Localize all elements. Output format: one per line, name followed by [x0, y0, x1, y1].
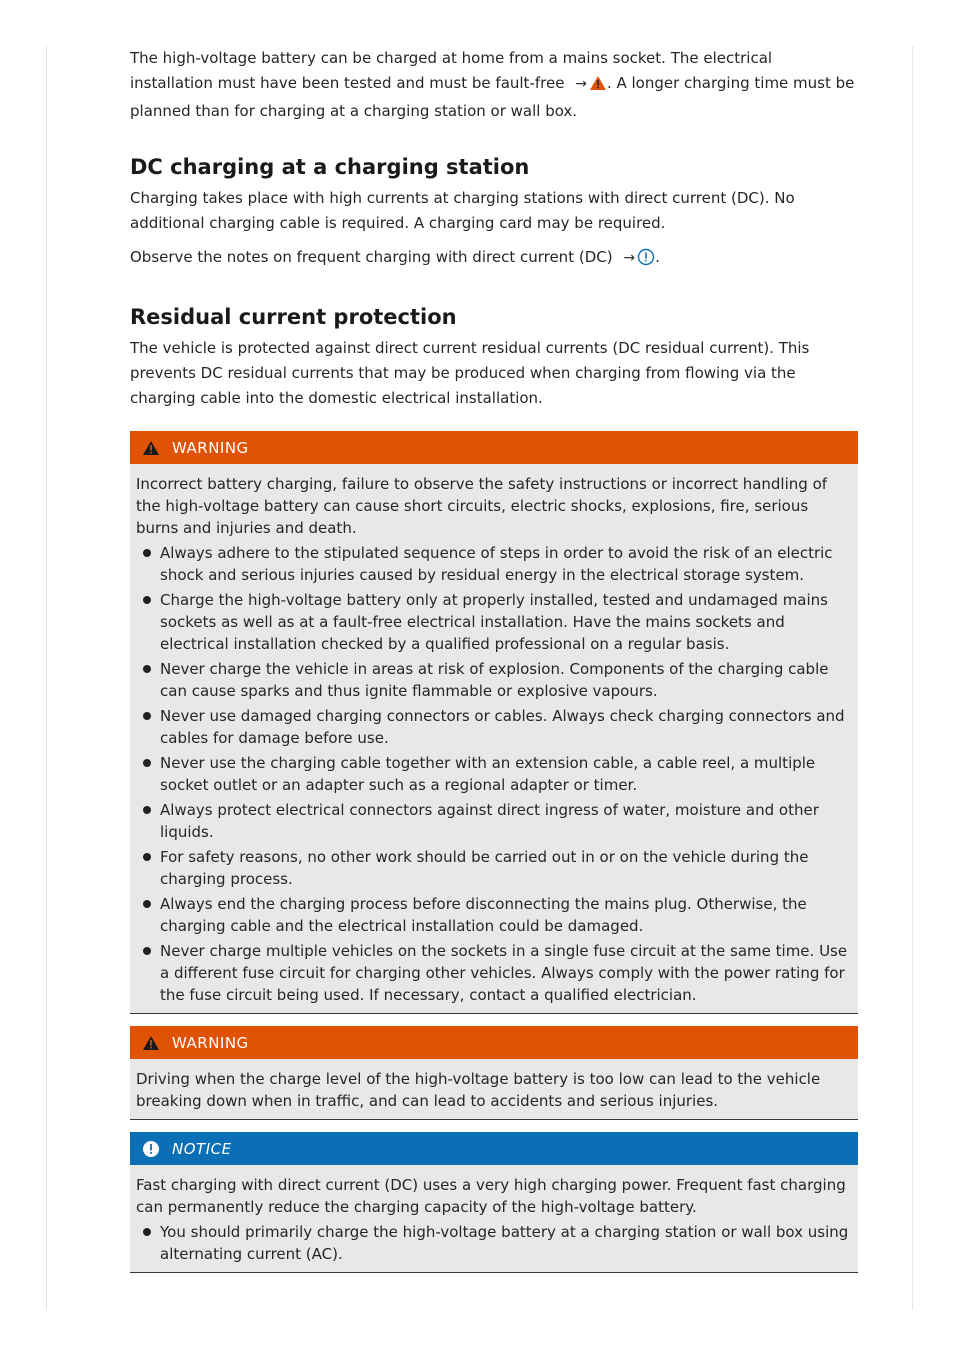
- dc-note-text: Observe the notes on frequent charging with direct current (DC): [130, 248, 613, 266]
- bullet-dot-icon: [143, 549, 151, 557]
- warning-list: [136, 542, 852, 1006]
- warning-header: [130, 1026, 858, 1059]
- list-item: Never use the charging cable together with an extension cable, a cable reel, a multiple socket outlet or an adapter such as a regional adapter or timer.: [136, 752, 852, 796]
- notice-intro: Fast charging with direct current (DC) uses a very high charging power. Frequent fast charging can permanently reduce the charging capacity of the high-voltage battery.: [136, 1176, 846, 1216]
- warning-intro: Incorrect battery charging, failure to observe the safety instructions or incorrect handling of the high-voltage battery can cause short circuits, electric shocks, explosions, fire, serious burns and injuries and death.: [136, 475, 828, 537]
- section-heading-dc-charging: DC charging at a charging station: [130, 155, 530, 179]
- exclamation-circle-icon: [142, 1140, 160, 1158]
- cross-reference-arrow[interactable]: →: [623, 250, 636, 266]
- residual-paragraph: The vehicle is protected against direct current residual currents (DC residual current). This prevents DC residual currents that may be produced when charging from flowing via the charging cable into the domestic electrical installation.: [130, 339, 810, 407]
- intro-paragraph: [130, 46, 858, 124]
- bullet-dot-icon: [143, 759, 151, 767]
- intro-text: The high-voltage battery can be charged at home from a mains socket. The electrical installation must have been tested and must be fault-free: [130, 49, 773, 92]
- bullet-dot-icon: [143, 712, 151, 720]
- list-item: You should primarily charge the high-voltage battery at a charging station or wall box using alternating current (AC).: [136, 1221, 852, 1265]
- bullet-dot-icon: [143, 900, 151, 908]
- list-item: For safety reasons, no other work should be carried out in or on the vehicle during the charging process.: [136, 846, 852, 890]
- notice-list: [136, 1221, 852, 1265]
- warning-triangle-icon: [142, 440, 160, 456]
- section-heading-residual-current: Residual current protection: [130, 305, 457, 329]
- list-item: Always end the charging process before disconnecting the mains plug. Otherwise, the charging cable and the electrical installation could be damaged.: [136, 893, 852, 937]
- intro-text-end: . A longer charging time must be planned than for charging at a charging station or wall box.: [130, 74, 855, 120]
- warning-label: WARNING: [172, 1033, 249, 1052]
- bullet-dot-icon: [143, 1228, 151, 1236]
- bullet-dot-icon: [143, 806, 151, 814]
- list-item: Always protect electrical connectors against direct ingress of water, moisture and other liquids.: [136, 799, 852, 843]
- list-item: Charge the high-voltage battery only at properly installed, tested and undamaged mains sockets as well as at a fault-free electrical installation. Have the mains sockets and electrical installation checked by a qualified professional on a regular basis.: [136, 589, 852, 655]
- bullet-dot-icon: [143, 853, 151, 861]
- notice-body: [130, 1165, 858, 1273]
- exclamation-circle-icon[interactable]: [637, 248, 655, 274]
- warning-box-charge-level: [130, 1026, 858, 1120]
- notice-box: [130, 1132, 858, 1273]
- list-item: Never use damaged charging connectors or cables. Always check charging connectors and cables for damage before use.: [136, 705, 852, 749]
- notice-label: NOTICE: [172, 1139, 232, 1158]
- dc-paragraph: Charging takes place with high currents at charging stations with direct current (DC). No additional charging cable is required. A charging card may be required.: [130, 189, 795, 232]
- warning-label: WARNING: [172, 438, 249, 457]
- warning-body: [130, 464, 858, 1014]
- bullet-dot-icon: [143, 665, 151, 673]
- bullet-dot-icon: [143, 947, 151, 955]
- page-content: [130, 46, 858, 1273]
- warning-triangle-icon: [142, 1035, 160, 1051]
- left-margin-rule: [46, 46, 47, 1310]
- warning-intro: Driving when the charge level of the high-voltage battery is too low can lead to the vehicle breaking down when in traffic, and can lead to accidents and serious injuries.: [136, 1070, 821, 1110]
- notice-header: [130, 1132, 858, 1165]
- warning-body: [130, 1059, 858, 1120]
- list-item: Always adhere to the stipulated sequence of steps in order to avoid the risk of an electric shock and serious injuries caused by residual energy in the electrical storage system.: [136, 542, 852, 586]
- list-item: Never charge multiple vehicles on the sockets in a single fuse circuit at the same time. Use a different fuse circuit for charging other vehicles. Always comply with the power rating for the fuse circuit being used. If necessary, contact a qualified electrician.: [136, 940, 852, 1006]
- warning-triangle-icon[interactable]: [589, 74, 607, 99]
- warning-box-charging: [130, 431, 858, 1014]
- cross-reference-arrow[interactable]: →: [575, 76, 587, 92]
- bullet-dot-icon: [143, 596, 151, 604]
- dc-note-end: .: [655, 248, 660, 266]
- right-margin-rule: [912, 46, 913, 1310]
- list-item: Never charge the vehicle in areas at risk of explosion. Components of the charging cable can cause sparks and thus ignite flammable or explosive vapours.: [136, 658, 852, 702]
- warning-header: [130, 431, 858, 464]
- dc-note-paragraph: [130, 245, 858, 274]
